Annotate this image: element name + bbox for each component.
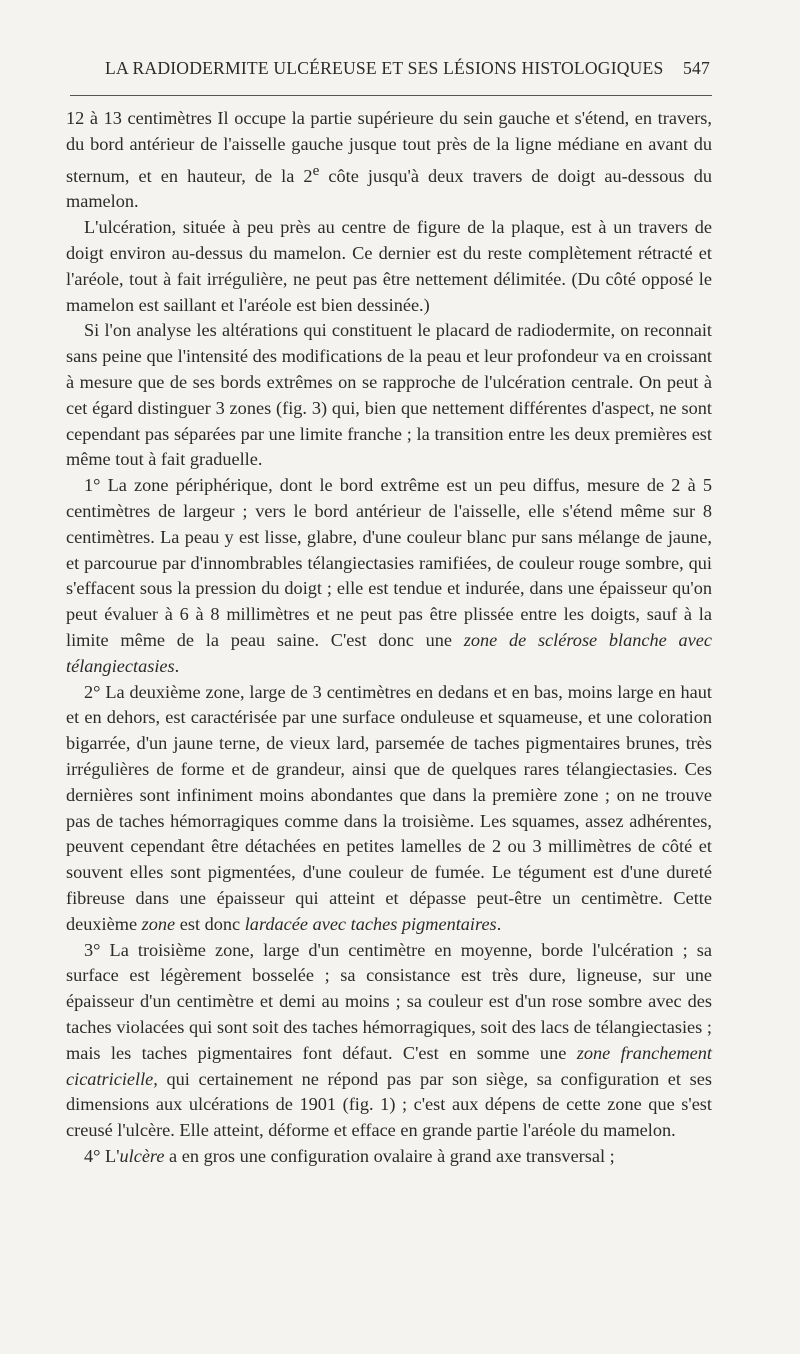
running-header (66, 58, 712, 82)
paragraph-three-zones: Si l'on analyse les altérations qui constituent le placard de radiodermite, on reconnait sans peine que l'intensité des modifications de la peau et leur profondeur va en croissant à mesure que de ses bords extrêmes on se rapproche de l'ulcération centrale. On peut à cet égard distinguer 3 zones (fig. 3) qui, bien que nettement différentes d'aspect, ne sont cependant pas séparées par une limite franche ; la transition entre les deux premières est même tout à fait graduelle. (66, 320, 712, 470)
italic-term: zone (141, 913, 176, 934)
paragraph-zone-2: 2° La deuxième zone, large de 3 centimètres en dedans et en bas, moins large en haut et en dehors, est caractérisée par une surface onduleuse et squameuse, et une coloration bigarrée, d'un jaune terne, de vieux lard, parsemée de taches pigmentaires brunes, très irrégulières de forme et de grandeur, ainsi que de quelques rares télangiectasies. Ces dernières sont infiniment moins abondantes que dans la première zone ; on ne trouve pas de taches hémorragiques comme dans la troisième. Les squames, assez adhérentes, peuvent cependant être détachées en petites lamelles de 2 ou 3 millimètres de côté et souvent elles sont pigmentées, d'une couleur de fumée. Le tégument est d'une dureté fibreuse dans une épaisseur qui atteint et dépasse peut-être un centimètre. Cette deuxième zone est donc lardacée avec taches pigmentaires. (66, 681, 712, 934)
paragraph-zone-1: 1° La zone périphérique, dont le bord extrême est un peu diffus, mesure de 2 à 5 centimètres de largeur ; vers le bord antérieur de l'aisselle, elle s'étend même sur 8 centimètres. La peau y est lisse, glabre, d'une couleur blanc pur sans mélange de jaune, et parcourue par d'innombrables télangiectasies ramifiées, de couleur rouge sombre, qui s'effacent sous la pression du doigt ; elle est tendue et indurée, dans une épaisseur qu'on peut évaluer à 6 à 8 millimètres et ne peut pas être plissée entre les doigts, sauf à la limite même de la peau saine. C'est donc une zone de sclérose blanche avec télangiectasies. (66, 475, 712, 676)
italic-term: ulcère (119, 1145, 165, 1166)
running-title: LA RADIODERMITE ULCÉREUSE ET SES LÉSIONS HISTOLOGIQUES (105, 58, 664, 78)
paragraph-zone-3: 3° La troisième zone, large d'un centimètre en moyenne, borde l'ulcération ; sa surface est légèrement bosselée ; sa consistance est très dure, ligneuse, sur une épaisseur d'un centimètre et demi au moins ; sa couleur est d'un rose sombre avec des taches violacées qui sont soit des taches hémorragiques, soit des lacs de télangiectasies ; mais les taches pigmentaires font défaut. C'est en somme une zone franchement cicatricielle, qui certainement ne répond pas par son siège, sa configuration et ses dimensions aux ulcérations de 1901 (fig. 1) ; c'est aux dépens de cette zone que s'est creusé l'ulcère. Elle atteint, déforme et efface en grande partie l'aréole du mamelon. (66, 939, 712, 1141)
italic-term: zone franchement cicatricielle, (66, 1042, 712, 1089)
paragraph-ulceration-location: L'ulcération, située à peu près au centre de figure de la plaque, est à un travers de doigt environ au-dessus du mamelon. Ce dernier est du reste complètement rétracté et l'aréole, tout à fait irrégulière, ne peut pas être nettement délimitée. (Du côté opposé le mamelon est saillant et l'aréole est bien dessinée.) (66, 217, 712, 315)
header-rule (70, 95, 712, 96)
paragraph-plaque-extent: 12 à 13 centimètres Il occupe la partie supérieure du sein gauche et s'étend, en travers, du bord antérieur de l'aisselle gauche jusque tout près de la ligne médiane en avant du sternum, et en hauteur, de la 2e côte jusqu'à deux travers de doigt au-dessous du mamelon. (66, 108, 712, 212)
superscript-e: e (312, 161, 320, 179)
body-text (66, 106, 712, 1170)
page-number: 547 (683, 58, 710, 78)
paragraph-ulcer: 4° L'ulcère a en gros une configuration ovalaire à grand axe transversal ; (84, 1145, 615, 1166)
italic-term: lardacée avec taches pigmentaires (244, 913, 497, 934)
italic-term: zone de sclérose blanche avec télangiectasies (66, 630, 712, 676)
